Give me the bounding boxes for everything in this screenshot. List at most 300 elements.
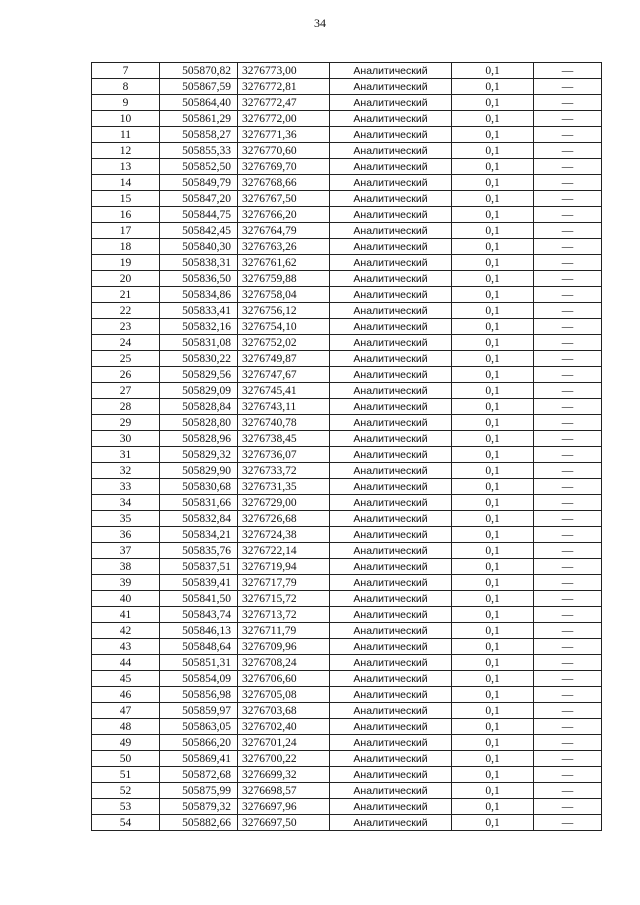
table-row	[92, 735, 602, 751]
point-number-cell: 7	[92, 63, 160, 79]
y-coordinate-cell: 3276764,79	[238, 223, 330, 239]
x-coordinate-cell: 505847,20	[160, 191, 238, 207]
method-cell: Аналитический	[330, 751, 452, 767]
accuracy-cell: 0,1	[452, 719, 534, 735]
accuracy-cell: 0,1	[452, 655, 534, 671]
accuracy-cell: 0,1	[452, 207, 534, 223]
method-cell: Аналитический	[330, 495, 452, 511]
point-number-cell: 31	[92, 447, 160, 463]
note-cell: —	[534, 111, 602, 127]
method-cell: Аналитический	[330, 175, 452, 191]
table-row	[92, 271, 602, 287]
x-coordinate-cell: 505830,68	[160, 479, 238, 495]
accuracy-cell: 0,1	[452, 751, 534, 767]
point-number-cell: 27	[92, 383, 160, 399]
x-coordinate-cell: 505829,32	[160, 447, 238, 463]
note-cell: —	[534, 191, 602, 207]
table-row	[92, 767, 602, 783]
table-row	[92, 479, 602, 495]
note-cell: —	[534, 383, 602, 399]
x-coordinate-cell: 505841,50	[160, 591, 238, 607]
accuracy-cell: 0,1	[452, 63, 534, 79]
note-cell: —	[534, 303, 602, 319]
accuracy-cell: 0,1	[452, 79, 534, 95]
table-row	[92, 543, 602, 559]
table-row	[92, 191, 602, 207]
method-cell: Аналитический	[330, 511, 452, 527]
x-coordinate-cell: 505852,50	[160, 159, 238, 175]
x-coordinate-cell: 505875,99	[160, 783, 238, 799]
note-cell: —	[534, 127, 602, 143]
note-cell: —	[534, 159, 602, 175]
y-coordinate-cell: 3276772,47	[238, 95, 330, 111]
table-row	[92, 415, 602, 431]
y-coordinate-cell: 3276758,04	[238, 287, 330, 303]
table-row	[92, 655, 602, 671]
y-coordinate-cell: 3276759,88	[238, 271, 330, 287]
accuracy-cell: 0,1	[452, 447, 534, 463]
y-coordinate-cell: 3276736,07	[238, 447, 330, 463]
note-cell: —	[534, 543, 602, 559]
accuracy-cell: 0,1	[452, 463, 534, 479]
method-cell: Аналитический	[330, 271, 452, 287]
note-cell: —	[534, 511, 602, 527]
x-coordinate-cell: 505861,29	[160, 111, 238, 127]
y-coordinate-cell: 3276756,12	[238, 303, 330, 319]
x-coordinate-cell: 505830,22	[160, 351, 238, 367]
table-row	[92, 95, 602, 111]
accuracy-cell: 0,1	[452, 815, 534, 831]
point-number-cell: 16	[92, 207, 160, 223]
accuracy-cell: 0,1	[452, 575, 534, 591]
accuracy-cell: 0,1	[452, 175, 534, 191]
table-row	[92, 367, 602, 383]
accuracy-cell: 0,1	[452, 335, 534, 351]
method-cell: Аналитический	[330, 719, 452, 735]
point-number-cell: 49	[92, 735, 160, 751]
x-coordinate-cell: 505864,40	[160, 95, 238, 111]
coordinates-table-body	[92, 63, 602, 831]
accuracy-cell: 0,1	[452, 239, 534, 255]
x-coordinate-cell: 505879,32	[160, 799, 238, 815]
y-coordinate-cell: 3276733,72	[238, 463, 330, 479]
y-coordinate-cell: 3276698,57	[238, 783, 330, 799]
x-coordinate-cell: 505855,33	[160, 143, 238, 159]
note-cell: —	[534, 751, 602, 767]
point-number-cell: 20	[92, 271, 160, 287]
note-cell: —	[534, 143, 602, 159]
point-number-cell: 26	[92, 367, 160, 383]
y-coordinate-cell: 3276772,00	[238, 111, 330, 127]
method-cell: Аналитический	[330, 415, 452, 431]
point-number-cell: 48	[92, 719, 160, 735]
accuracy-cell: 0,1	[452, 111, 534, 127]
accuracy-cell: 0,1	[452, 383, 534, 399]
note-cell: —	[534, 239, 602, 255]
method-cell: Аналитический	[330, 799, 452, 815]
point-number-cell: 45	[92, 671, 160, 687]
y-coordinate-cell: 3276708,24	[238, 655, 330, 671]
y-coordinate-cell: 3276722,14	[238, 543, 330, 559]
table-row	[92, 623, 602, 639]
y-coordinate-cell: 3276740,78	[238, 415, 330, 431]
y-coordinate-cell: 3276747,67	[238, 367, 330, 383]
y-coordinate-cell: 3276701,24	[238, 735, 330, 751]
accuracy-cell: 0,1	[452, 95, 534, 111]
point-number-cell: 24	[92, 335, 160, 351]
table-row	[92, 79, 602, 95]
accuracy-cell: 0,1	[452, 495, 534, 511]
method-cell: Аналитический	[330, 655, 452, 671]
x-coordinate-cell: 505832,16	[160, 319, 238, 335]
method-cell: Аналитический	[330, 127, 452, 143]
note-cell: —	[534, 527, 602, 543]
y-coordinate-cell: 3276738,45	[238, 431, 330, 447]
accuracy-cell: 0,1	[452, 399, 534, 415]
y-coordinate-cell: 3276724,38	[238, 527, 330, 543]
note-cell: —	[534, 95, 602, 111]
method-cell: Аналитический	[330, 207, 452, 223]
accuracy-cell: 0,1	[452, 735, 534, 751]
point-number-cell: 9	[92, 95, 160, 111]
table-row	[92, 447, 602, 463]
note-cell: —	[534, 735, 602, 751]
method-cell: Аналитический	[330, 479, 452, 495]
point-number-cell: 17	[92, 223, 160, 239]
method-cell: Аналитический	[330, 255, 452, 271]
note-cell: —	[534, 175, 602, 191]
x-coordinate-cell: 505849,79	[160, 175, 238, 191]
accuracy-cell: 0,1	[452, 319, 534, 335]
x-coordinate-cell: 505834,21	[160, 527, 238, 543]
method-cell: Аналитический	[330, 687, 452, 703]
method-cell: Аналитический	[330, 63, 452, 79]
table-row	[92, 687, 602, 703]
y-coordinate-cell: 3276772,81	[238, 79, 330, 95]
y-coordinate-cell: 3276705,08	[238, 687, 330, 703]
x-coordinate-cell: 505829,56	[160, 367, 238, 383]
note-cell: —	[534, 447, 602, 463]
table-row	[92, 495, 602, 511]
note-cell: —	[534, 671, 602, 687]
method-cell: Аналитический	[330, 399, 452, 415]
accuracy-cell: 0,1	[452, 415, 534, 431]
x-coordinate-cell: 505863,05	[160, 719, 238, 735]
note-cell: —	[534, 559, 602, 575]
y-coordinate-cell: 3276752,02	[238, 335, 330, 351]
table-row	[92, 207, 602, 223]
accuracy-cell: 0,1	[452, 527, 534, 543]
method-cell: Аналитический	[330, 431, 452, 447]
point-number-cell: 44	[92, 655, 160, 671]
note-cell: —	[534, 719, 602, 735]
accuracy-cell: 0,1	[452, 367, 534, 383]
table-row	[92, 559, 602, 575]
accuracy-cell: 0,1	[452, 479, 534, 495]
method-cell: Аналитический	[330, 95, 452, 111]
x-coordinate-cell: 505831,08	[160, 335, 238, 351]
method-cell: Аналитический	[330, 383, 452, 399]
method-cell: Аналитический	[330, 463, 452, 479]
method-cell: Аналитический	[330, 367, 452, 383]
x-coordinate-cell: 505839,41	[160, 575, 238, 591]
y-coordinate-cell: 3276697,50	[238, 815, 330, 831]
table-row	[92, 143, 602, 159]
point-number-cell: 19	[92, 255, 160, 271]
note-cell: —	[534, 815, 602, 831]
y-coordinate-cell: 3276729,00	[238, 495, 330, 511]
table-row	[92, 63, 602, 79]
y-coordinate-cell: 3276770,60	[238, 143, 330, 159]
accuracy-cell: 0,1	[452, 351, 534, 367]
point-number-cell: 10	[92, 111, 160, 127]
accuracy-cell: 0,1	[452, 255, 534, 271]
accuracy-cell: 0,1	[452, 607, 534, 623]
accuracy-cell: 0,1	[452, 703, 534, 719]
y-coordinate-cell: 3276754,10	[238, 319, 330, 335]
method-cell: Аналитический	[330, 351, 452, 367]
table-row	[92, 399, 602, 415]
x-coordinate-cell: 505835,76	[160, 543, 238, 559]
accuracy-cell: 0,1	[452, 287, 534, 303]
table-row	[92, 607, 602, 623]
method-cell: Аналитический	[330, 79, 452, 95]
point-number-cell: 36	[92, 527, 160, 543]
note-cell: —	[534, 79, 602, 95]
accuracy-cell: 0,1	[452, 431, 534, 447]
method-cell: Аналитический	[330, 559, 452, 575]
point-number-cell: 14	[92, 175, 160, 191]
x-coordinate-cell: 505856,98	[160, 687, 238, 703]
accuracy-cell: 0,1	[452, 159, 534, 175]
note-cell: —	[534, 687, 602, 703]
accuracy-cell: 0,1	[452, 687, 534, 703]
method-cell: Аналитический	[330, 703, 452, 719]
point-number-cell: 13	[92, 159, 160, 175]
method-cell: Аналитический	[330, 639, 452, 655]
x-coordinate-cell: 505829,09	[160, 383, 238, 399]
y-coordinate-cell: 3276706,60	[238, 671, 330, 687]
x-coordinate-cell: 505846,13	[160, 623, 238, 639]
table-row	[92, 639, 602, 655]
table-row	[92, 703, 602, 719]
note-cell: —	[534, 351, 602, 367]
x-coordinate-cell: 505848,64	[160, 639, 238, 655]
note-cell: —	[534, 319, 602, 335]
note-cell: —	[534, 399, 602, 415]
table-row	[92, 463, 602, 479]
point-number-cell: 40	[92, 591, 160, 607]
accuracy-cell: 0,1	[452, 127, 534, 143]
note-cell: —	[534, 799, 602, 815]
point-number-cell: 35	[92, 511, 160, 527]
table-row	[92, 719, 602, 735]
point-number-cell: 33	[92, 479, 160, 495]
note-cell: —	[534, 591, 602, 607]
y-coordinate-cell: 3276700,22	[238, 751, 330, 767]
point-number-cell: 54	[92, 815, 160, 831]
method-cell: Аналитический	[330, 191, 452, 207]
x-coordinate-cell: 505858,27	[160, 127, 238, 143]
point-number-cell: 51	[92, 767, 160, 783]
y-coordinate-cell: 3276763,26	[238, 239, 330, 255]
page-number: 34	[314, 16, 326, 30]
note-cell: —	[534, 575, 602, 591]
method-cell: Аналитический	[330, 575, 452, 591]
point-number-cell: 11	[92, 127, 160, 143]
y-coordinate-cell: 3276766,20	[238, 207, 330, 223]
table-row	[92, 287, 602, 303]
y-coordinate-cell: 3276767,50	[238, 191, 330, 207]
note-cell: —	[534, 479, 602, 495]
point-number-cell: 46	[92, 687, 160, 703]
table-row	[92, 527, 602, 543]
table-row	[92, 223, 602, 239]
x-coordinate-cell: 505832,84	[160, 511, 238, 527]
y-coordinate-cell: 3276713,72	[238, 607, 330, 623]
point-number-cell: 38	[92, 559, 160, 575]
table-row	[92, 575, 602, 591]
point-number-cell: 30	[92, 431, 160, 447]
table-row	[92, 431, 602, 447]
method-cell: Аналитический	[330, 591, 452, 607]
x-coordinate-cell: 505872,68	[160, 767, 238, 783]
y-coordinate-cell: 3276745,41	[238, 383, 330, 399]
x-coordinate-cell: 505867,59	[160, 79, 238, 95]
method-cell: Аналитический	[330, 527, 452, 543]
method-cell: Аналитический	[330, 287, 452, 303]
method-cell: Аналитический	[330, 623, 452, 639]
y-coordinate-cell: 3276703,68	[238, 703, 330, 719]
point-number-cell: 42	[92, 623, 160, 639]
method-cell: Аналитический	[330, 239, 452, 255]
table-row	[92, 815, 602, 831]
x-coordinate-cell: 505844,75	[160, 207, 238, 223]
x-coordinate-cell: 505840,30	[160, 239, 238, 255]
x-coordinate-cell: 505854,09	[160, 671, 238, 687]
y-coordinate-cell: 3276709,96	[238, 639, 330, 655]
point-number-cell: 8	[92, 79, 160, 95]
method-cell: Аналитический	[330, 815, 452, 831]
x-coordinate-cell: 505829,90	[160, 463, 238, 479]
method-cell: Аналитический	[330, 607, 452, 623]
table-row	[92, 671, 602, 687]
y-coordinate-cell: 3276697,96	[238, 799, 330, 815]
x-coordinate-cell: 505851,31	[160, 655, 238, 671]
table-row	[92, 383, 602, 399]
x-coordinate-cell: 505882,66	[160, 815, 238, 831]
x-coordinate-cell: 505869,41	[160, 751, 238, 767]
note-cell: —	[534, 431, 602, 447]
note-cell: —	[534, 655, 602, 671]
method-cell: Аналитический	[330, 767, 452, 783]
accuracy-cell: 0,1	[452, 671, 534, 687]
y-coordinate-cell: 3276771,36	[238, 127, 330, 143]
point-number-cell: 37	[92, 543, 160, 559]
x-coordinate-cell: 505828,96	[160, 431, 238, 447]
point-number-cell: 53	[92, 799, 160, 815]
accuracy-cell: 0,1	[452, 623, 534, 639]
method-cell: Аналитический	[330, 447, 452, 463]
note-cell: —	[534, 207, 602, 223]
accuracy-cell: 0,1	[452, 223, 534, 239]
method-cell: Аналитический	[330, 223, 452, 239]
note-cell: —	[534, 463, 602, 479]
table-row	[92, 239, 602, 255]
note-cell: —	[534, 287, 602, 303]
note-cell: —	[534, 223, 602, 239]
point-number-cell: 18	[92, 239, 160, 255]
method-cell: Аналитический	[330, 671, 452, 687]
x-coordinate-cell: 505833,41	[160, 303, 238, 319]
accuracy-cell: 0,1	[452, 271, 534, 287]
table-row	[92, 511, 602, 527]
point-number-cell: 52	[92, 783, 160, 799]
y-coordinate-cell: 3276726,68	[238, 511, 330, 527]
point-number-cell: 21	[92, 287, 160, 303]
x-coordinate-cell: 505859,97	[160, 703, 238, 719]
table-row	[92, 255, 602, 271]
method-cell: Аналитический	[330, 159, 452, 175]
point-number-cell: 23	[92, 319, 160, 335]
note-cell: —	[534, 335, 602, 351]
table-row	[92, 783, 602, 799]
table-row	[92, 175, 602, 191]
note-cell: —	[534, 623, 602, 639]
accuracy-cell: 0,1	[452, 799, 534, 815]
table-row	[92, 127, 602, 143]
accuracy-cell: 0,1	[452, 559, 534, 575]
y-coordinate-cell: 3276715,72	[238, 591, 330, 607]
y-coordinate-cell: 3276749,87	[238, 351, 330, 367]
method-cell: Аналитический	[330, 143, 452, 159]
table-row	[92, 591, 602, 607]
accuracy-cell: 0,1	[452, 767, 534, 783]
point-number-cell: 15	[92, 191, 160, 207]
point-number-cell: 50	[92, 751, 160, 767]
table-row	[92, 303, 602, 319]
note-cell: —	[534, 415, 602, 431]
y-coordinate-cell: 3276743,11	[238, 399, 330, 415]
y-coordinate-cell: 3276717,79	[238, 575, 330, 591]
table-row	[92, 351, 602, 367]
x-coordinate-cell: 505828,80	[160, 415, 238, 431]
note-cell: —	[534, 783, 602, 799]
y-coordinate-cell: 3276768,66	[238, 175, 330, 191]
point-number-cell: 12	[92, 143, 160, 159]
table-row	[92, 319, 602, 335]
coordinates-table	[91, 62, 602, 831]
method-cell: Аналитический	[330, 783, 452, 799]
method-cell: Аналитический	[330, 543, 452, 559]
x-coordinate-cell: 505866,20	[160, 735, 238, 751]
x-coordinate-cell: 505834,86	[160, 287, 238, 303]
accuracy-cell: 0,1	[452, 303, 534, 319]
table-row	[92, 159, 602, 175]
method-cell: Аналитический	[330, 319, 452, 335]
x-coordinate-cell: 505838,31	[160, 255, 238, 271]
note-cell: —	[534, 767, 602, 783]
point-number-cell: 43	[92, 639, 160, 655]
table-row	[92, 111, 602, 127]
table-row	[92, 751, 602, 767]
x-coordinate-cell: 505843,74	[160, 607, 238, 623]
method-cell: Аналитический	[330, 111, 452, 127]
point-number-cell: 32	[92, 463, 160, 479]
note-cell: —	[534, 367, 602, 383]
point-number-cell: 39	[92, 575, 160, 591]
x-coordinate-cell: 505837,51	[160, 559, 238, 575]
